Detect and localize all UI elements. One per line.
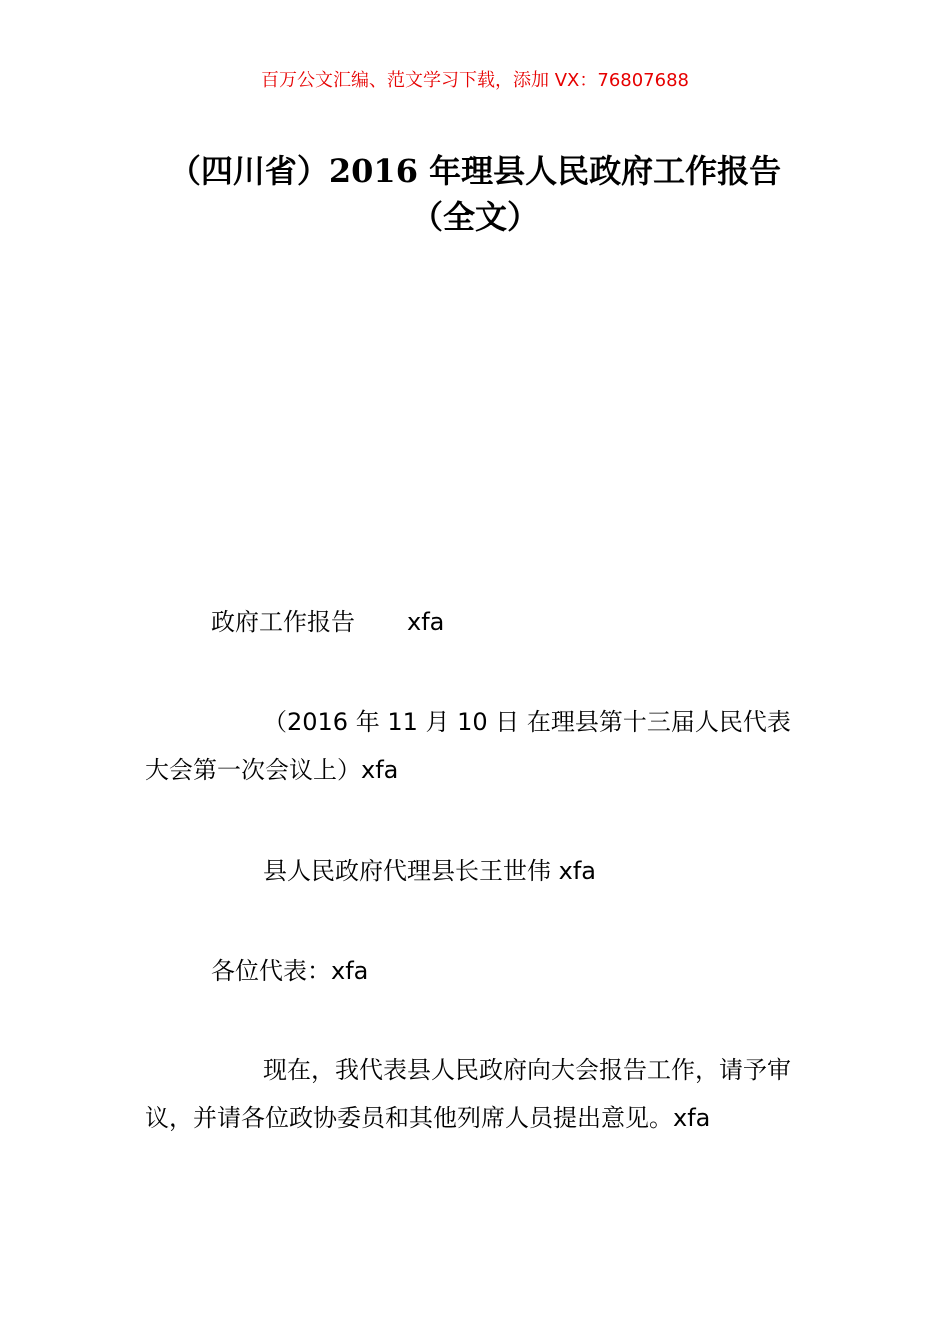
report-heading-paragraph [145,598,810,646]
report-heading-tail: xfa [407,608,445,636]
report-heading-text: 政府工作报告 [211,608,355,636]
document-title-line-2: （全文） [410,198,539,236]
document-title-line-1: （四川省）2016 年理县人民政府工作报告 [168,152,782,190]
opening-paragraph: 现在，我代表县人民政府向大会报告工作，请予审议，并请各位政协委员和其他列席人员提出意见。xfa [145,1056,791,1132]
speaker-paragraph: 县人民政府代理县长王世伟 xfa [263,857,596,885]
document-title [130,148,820,240]
meeting-date-paragraph: （2016 年 11 月 10 日 在理县第十三届人民代表大会第一次会议上）xfa [145,708,791,784]
salutation-paragraph: 各位代表：xfa [211,957,369,985]
header-watermark-note: 百万公文汇编、范文学习下载，添加 VX：76807688 [261,70,689,91]
